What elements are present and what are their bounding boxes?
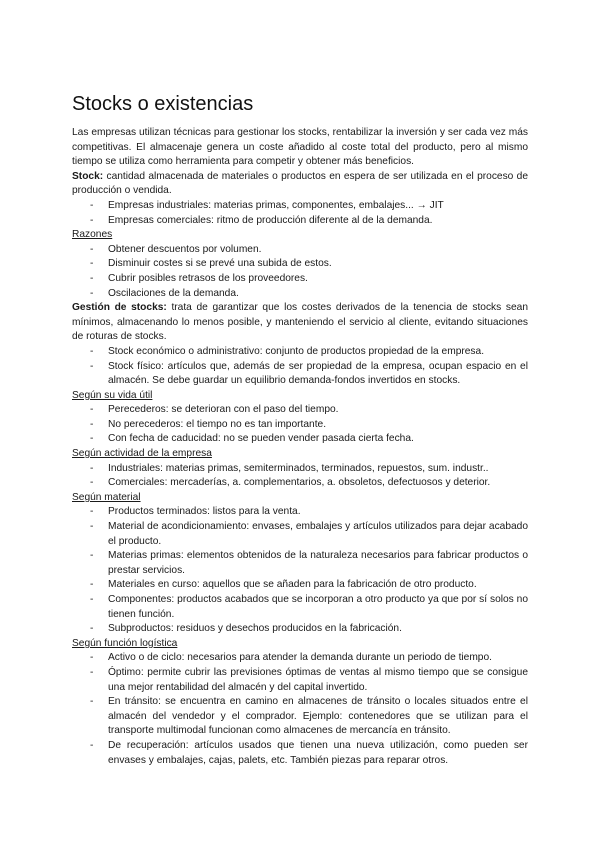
- actividad-list: [72, 462, 528, 491]
- list-item: - Materiales en curso: aquellos que se añaden para la fabricación de otro producto.: [90, 579, 477, 591]
- list-item: - Stock económico o administrativo: conjunto de productos propiedad de la empresa.: [90, 345, 485, 357]
- list-item: - Subproductos: residuos y desechos producidos en la fabricación.: [90, 623, 402, 635]
- section-heading-material: Según material: [72, 491, 141, 503]
- list-item: - Perecederos: se deterioran con el paso del tiempo.: [90, 404, 339, 416]
- list-item: - Productos terminados: listos para la venta.: [90, 506, 301, 518]
- gestion-text: trata de garantizar que los costes derivados de la tenencia de stocks sean mínimos, almacenando lo menos posible, y manteniendo el servicio al cliente, evitando situaciones de roturas de stocks.: [72, 302, 528, 343]
- section-heading-vida-util: Según su vida útil: [72, 389, 153, 401]
- stock-text: cantidad almacenada de materiales o productos en espera de ser utilizada en el proceso de producción o vendida.: [72, 170, 528, 197]
- stock-term: Stock:: [72, 170, 104, 182]
- list-item: - Empresas industriales: materias primas, componentes, embalajes... → JIT: [90, 199, 444, 211]
- list-item: - De recuperación: artículos usados que tienen una nueva utilización, como pueden ser envases y embalajes, cajas, palets, etc. También piezas para reparar otros.: [90, 739, 528, 766]
- gestion-definition: [72, 301, 528, 345]
- list-item: - Obtener descuentos por volumen.: [90, 243, 262, 255]
- razones-list: [72, 243, 528, 301]
- gestion-term: Gestión de stocks:: [72, 302, 167, 314]
- list-item: - Comerciales: mercaderías, a. complementarios, a. obsoletos, defectuosos y deterior.: [90, 477, 491, 489]
- logistica-list: [72, 651, 528, 768]
- intro-paragraph: Las empresas utilizan técnicas para gestionar los stocks, rentabilizar la inversión y ser cada vez más competitivas. El almacenaje genera un coste añadido al coste total del producto, pero al mismo tiempo se utiliza como herramienta para competir y obtener más beneficios.: [72, 127, 528, 168]
- list-item: - En tránsito: se encuentra en camino en almacenes de tránsito o locales situados entre el almacén del vendedor y el comprador. Ejemplo: contenedores que se utilizan para el transporte multimodal funcionan como almacenes de mercancía en tránsito.: [90, 696, 528, 737]
- list-item: - Óptimo: permite cubrir las previsiones óptimas de ventas al mismo tiempo que se consigue una mejor rentabilidad del almacén y del capital invertido.: [90, 666, 528, 693]
- list-item: - Activo o de ciclo: necesarios para atender la demanda durante un periodo de tiempo.: [90, 652, 492, 664]
- stock-list: [72, 199, 528, 228]
- page-title: Stocks o existencias: [72, 93, 254, 115]
- list-item: - Cubrir posibles retrasos de los proveedores.: [90, 272, 308, 284]
- list-item: - Disminuir costes si se prevé una subida de estos.: [90, 258, 332, 270]
- vida-util-list: [72, 403, 528, 447]
- gestion-list: [72, 345, 528, 389]
- list-item: - Componentes: productos acabados que se incorporan a otro producto ya que por sí solos no tienen función.: [90, 594, 528, 620]
- list-item: - Material de acondicionamiento: envases, embalajes y artículos utilizados para dejar acabado el producto.: [90, 521, 528, 547]
- material-list: [72, 505, 528, 636]
- stock-definition: [72, 170, 528, 199]
- list-item: - Con fecha de caducidad: no se pueden vender pasada cierta fecha.: [90, 433, 414, 445]
- list-item: - Oscilaciones de la demanda.: [90, 287, 239, 299]
- section-heading-logistica: Según función logística: [72, 637, 178, 649]
- list-item: - Empresas comerciales: ritmo de producción diferente al de la demanda.: [90, 214, 433, 226]
- section-heading-razones: Razones: [72, 229, 113, 241]
- list-item: - Industriales: materias primas, semiterminados, terminados, repuestos, sum. industr..: [90, 462, 489, 474]
- list-item: - Materias primas: elementos obtenidos de la naturaleza necesarios para fabricar productos o prestar servicios.: [90, 550, 528, 576]
- list-item: - Stock físico: artículos que, además de ser propiedad de la empresa, ocupan espacio en el almacén. Se debe guardar un equilibrio demanda-fondos invertidos en stocks.: [90, 360, 528, 387]
- section-heading-actividad: Según actividad de la empresa: [72, 448, 212, 460]
- document-page: [72, 92, 528, 768]
- list-item: - No perecederos: el tiempo no es tan importante.: [90, 418, 327, 430]
